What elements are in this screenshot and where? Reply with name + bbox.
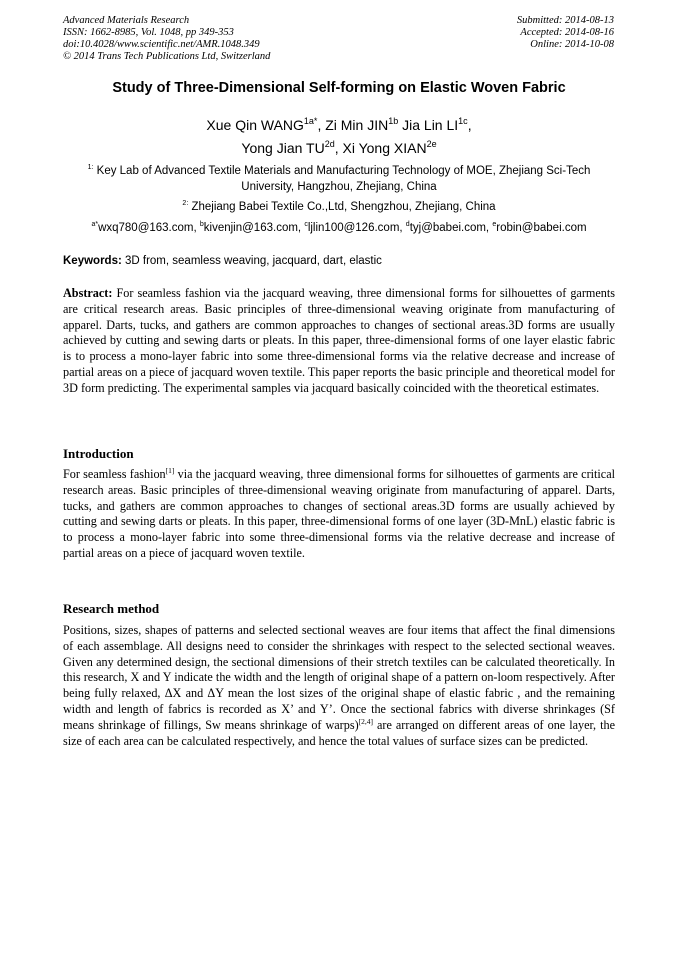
citation-ref[interactable]: [1] — [165, 466, 175, 475]
author-affiliation-mark: 1c — [458, 116, 468, 126]
research-method-heading: Research method — [63, 601, 160, 616]
submitted-date: Submitted: 2014-08-13 — [516, 15, 614, 26]
email-mark: b — [199, 221, 204, 228]
affiliation-text: Zhejiang Babei Textile Co.,Ltd, Shengzhou, Zhejiang, China — [188, 201, 496, 213]
email-address[interactable]: ljlin100@126.com, — [307, 222, 406, 234]
issn-line: ISSN: 1662-8985, Vol. 1048, pp 349-353 — [63, 27, 234, 38]
introduction-text-end: via the jacquard weaving, three dimensional forms for silhouettes of garments are critical research areas. Basic principles of three-dimensional weaving originate from manufacturing of apparel. Darts, tucks, and gathers are common approaches to changes of sectional areas.3D forms are usually achieved by cutting and sewing darts or pleats. In this paper, three-dimensional forms of one layer (3D-MnL) elastic fabric is to process a mono-layer fabric into some three-dimensional forms via the relative decrease and increase of partial areas on a piece of jacquard woven textile. — [63, 467, 615, 560]
affiliation-1 — [62, 163, 616, 195]
email-address[interactable]: tyj@babei.com, — [409, 222, 493, 234]
email-address[interactable]: robin@babei.com — [496, 222, 587, 234]
author-affiliation-mark: 2e — [426, 139, 437, 149]
online-date: Online: 2014-10-08 — [530, 39, 614, 50]
research-method-paragraph — [63, 623, 615, 749]
journal-header — [63, 15, 270, 63]
keywords-text: 3D from, seamless weaving, jacquard, dart, elastic — [121, 255, 382, 267]
email-address[interactable]: kivenjin@163.com, — [203, 222, 305, 234]
introduction-text-start: For seamless fashion — [63, 467, 166, 481]
author-name: Jia Lin LI — [402, 117, 459, 133]
doi-line: doi:10.4028/www.scientific.net/AMR.1048.349 — [63, 39, 260, 50]
affiliation-text: Key Lab of Advanced Textile Materials and Manufacturing Technology of MOE, Zhejiang Sci-Tech University, Hangzhou, Zhejiang, China — [93, 165, 591, 193]
author-affiliation-mark: 1b — [388, 116, 399, 126]
affiliation-mark: 2: — [182, 200, 189, 207]
copyright-line: © 2014 Trans Tech Publications Ltd, Switzerland — [63, 51, 271, 62]
email-mark: e — [492, 221, 497, 228]
abstract-text: For seamless fashion via the jacquard weaving, three dimensional forms for silhouettes of garments are critical research areas. Basic principles of three-dimensional weaving originate from manufacturing of apparel. Darts, tucks, and gathers are common approaches to changes of sectional areas.3D forms are usually achieved by cutting and sewing darts or pleats. In this paper, three-dimensional forms of one layer elastic fabric is to process a mono-layer fabric into some three-dimensional forms via the relative decrease and increase of partial areas on a piece of jacquard woven textile. This paper reports the basic principle and theoretical model for 3D form predicting. The experimental samples via jacquard basically coincided with the theoretical estimates. — [63, 286, 615, 395]
author-affiliation-mark: 1a* — [303, 116, 318, 126]
author-separator: , — [334, 140, 343, 156]
abstract-paragraph — [63, 286, 615, 397]
affiliation-2 — [62, 199, 616, 215]
email-address[interactable]: wxq780@163.com, — [98, 222, 200, 234]
research-method-text-start: Positions, sizes, shapes of patterns and selected sectional weaves are four items that affect the final dimensions of each assemblage. All designs need to consider the shrinkages with respect to the selected sectional weaves. Given any determined design, the sectional dimensions of their stretch textiles can be calculated theoretically. In this research, X and Y indicate the width and the length of original shape of a pattern on-loom respectively. After being fully relaxed, ΔX and ΔY mean the lost sizes of the original shape of elastic fabric , and the remaining width and length of fabrics is recorded as X’ and Y’. Once the sectional fabrics with diverse shrinkages (Sf means shrinkage of fillings, Sw means shrinkage of warps) — [63, 623, 615, 732]
dates-header — [517, 15, 614, 51]
author-line-1 — [40, 116, 638, 134]
author-name: Xue Qin WANG — [206, 117, 304, 133]
author-affiliation-mark: 2d — [324, 139, 335, 149]
journal-name: Advanced Materials Research — [63, 15, 190, 26]
introduction-paragraph — [63, 467, 615, 562]
email-mark: c — [304, 221, 308, 228]
keywords-line — [63, 255, 615, 267]
abstract-label: Abstract: — [63, 286, 113, 300]
affiliation-mark: 1: — [87, 164, 94, 171]
author-name: Zi Min JIN — [325, 117, 389, 133]
author-line-2 — [40, 139, 638, 157]
author-separator: , — [467, 117, 472, 133]
citation-ref[interactable]: [2,4] — [358, 716, 374, 726]
accepted-date: Accepted: 2014-08-16 — [520, 27, 614, 38]
author-separator: , — [317, 117, 326, 133]
introduction-heading: Introduction — [63, 446, 134, 461]
research-method-text-end: are arranged on different areas of one layer, the size of each area can be calculated respectively, and hence the total values of surface sizes can be predicted. — [63, 717, 615, 748]
author-name: Xi Yong XIAN — [342, 140, 427, 156]
email-mark: a* — [91, 221, 99, 228]
author-name: Yong Jian TU — [241, 140, 325, 156]
email-mark: d — [405, 221, 410, 228]
keywords-label: Keywords: — [63, 255, 122, 267]
paper-title: Study of Three-Dimensional Self-forming on Elastic Woven Fabric — [112, 80, 566, 96]
email-line — [62, 220, 616, 236]
